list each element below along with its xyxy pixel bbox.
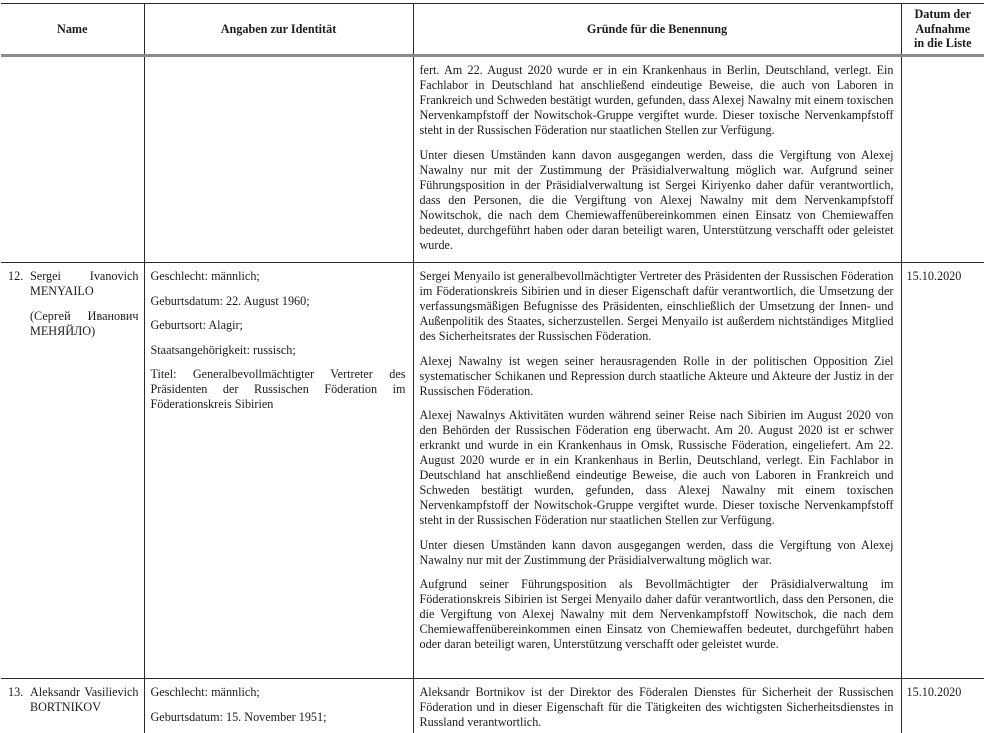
column-header-identity: Angaben zur Identität: [144, 4, 413, 56]
identity-line: Geburtsdatum: 22. August 1960;: [150, 293, 310, 308]
reason-paragraph: Unter diesen Umständen kann davon ausgegangen werden, dass die Vergiftung von Alexej Nawalny nur mit der Zustimmung der Präsidialverwaltung möglich war. Aufgrund seiner Führungsposition in der Präsidialverwaltung ist Sergei Kiriyenko daher dafür verantwortlich, dass den Personen, die die Vergiftung von Alexej Nawalny mit dem Nervenkampfstoff Nowitschok, die nach dem Chemiewaffenübereinkommen einen Einsatz von Chemiewaffen bedeutet, durchgeführt haben oder daran beteiligt waren, Unterstützung verschafft oder geleistet wurde.: [419, 147, 894, 252]
identity-cell-empty: [144, 56, 413, 263]
identity-line: Staatsangehörigkeit: russisch;: [150, 342, 296, 357]
identity-line: Geburtsdatum: 15. November 1951;: [150, 709, 327, 724]
name-latin: Sergei Ivanovich MENYAILO: [30, 269, 139, 298]
person-name-cyrillic: [8, 309, 139, 339]
entry-number: 12.: [8, 269, 24, 283]
identity-cell: [144, 679, 413, 733]
reasons-cell: [413, 56, 901, 263]
table-header-row: [1, 4, 984, 56]
reasons-cell: [413, 679, 901, 733]
column-header-date: Datum der Aufnahme in die Liste: [901, 4, 984, 56]
reason-paragraph: Alexej Nawalny ist wegen seiner herausragenden Rolle in der politischen Opposition Ziel systematischer Schikanen und Repression durch staatliche Akteure und Akteure der Justiz in der Russischen Föderation.: [419, 353, 894, 398]
table-row-entry-13: [1, 679, 984, 733]
identity-line: Geburtsort: Alagir;: [150, 318, 243, 332]
table-row-continuation: [1, 56, 984, 263]
reason-paragraph: Sergei Menyailo ist generalbevollmächtigter Vertreter des Präsidenten der Russischen Föderation im Föderationskreis Sibirien und in dieser Eigenschaft dafür verantwortlich, die Umsetzung der verfassungsmäßigen Befugnisse des Präsidenten, einschließlich der Umsetzung der Innen- und Außenpolitik des Staates, sicherzustellen. Sergei Menyailo ist außerdem nichtständiges Mitglied des Sicherheitsrates der Russischen Föderation.: [419, 269, 894, 343]
reason-paragraph: Unter diesen Umständen kann davon ausgegangen werden, dass die Vergiftung von Alexej Nawalny nur mit der Zustimmung der Präsidialverwaltung möglich war.: [419, 537, 894, 567]
identity-cell: [144, 263, 413, 679]
reasons-cell: [413, 263, 901, 679]
date-cell-empty: [901, 56, 984, 263]
identity-line: Geschlecht: männlich;: [150, 269, 260, 283]
person-name: [8, 269, 139, 299]
name-cyrillic: (Сергей Иванович МЕНЯЙЛО): [30, 309, 139, 338]
column-header-reasons: Gründe für die Benennung: [413, 4, 901, 56]
sanctions-table: [1, 3, 984, 733]
identity-line: Geschlecht: männlich;: [150, 685, 260, 699]
listing-date: 15.10.2020: [901, 263, 984, 679]
entry-number: 13.: [8, 685, 24, 699]
reason-paragraph: Alexej Nawalnys Aktivitäten wurden während seiner Reise nach Sibirien im August 2020 von den Behörden der Russischen Föderation eng überwacht. Am 20. August 2020 ist er schwer erkrankt und wurde in ein Krankenhaus in Omsk, Russische Föderation, eingeliefert. Am 22. August 2020 wurde er in ein Krankenhaus in Berlin, Deutschland, verlegt. Ein Fachlabor in Deutschland hat anschließend eindeutige Beweise, die auch von Laboren in Frankreich und Schweden bestätigt wurden, gefunden, dass Alexej Nawalny mit einem toxischen Nervenkampfstoff der Nowitschok-Gruppe vergiftet wurde. Dieser toxische Nervenkampfstoff steht in der Russischen Föderation nur staatlichen Stellen zur Verfügung.: [419, 408, 894, 527]
name-cell: [1, 679, 144, 733]
name-cell-empty: [1, 56, 144, 263]
reason-paragraph: Aufgrund seiner Führungsposition als Bevollmächtigter der Präsidialverwaltung im Föderationskreis Sibirien ist Sergei Menyailo daher dafür verantwortlich, dass den Personen, die die Vergiftung von Alexej Nawalny mit dem Nervenkampfstoff Nowitschok, die nach dem Chemiewaffenübereinkommen einen Einsatz von Chemiewaffen bedeutet, durchgeführt haben oder daran beteiligt waren, Unterstützung verschafft oder geleistet wurde.: [419, 577, 894, 651]
table-row-entry-12: [1, 263, 984, 679]
name-latin: Aleksandr Vasilievich BORTNIKOV: [30, 685, 139, 714]
column-header-name: Name: [1, 4, 144, 56]
listing-date: 15.10.2020: [901, 679, 984, 733]
document-page: [1, 3, 985, 733]
reason-paragraph: Aleksandr Bortnikov ist der Direktor des Föderalen Dienstes für Sicherheit der Russischen Föderation und in dieser Eigenschaft für die Tätigkeiten des wichtigsten Sicherheitsdienstes in Russland verantwortlich.: [419, 685, 894, 729]
reason-paragraph: fert. Am 22. August 2020 wurde er in ein Krankenhaus in Berlin, Deutschland, verlegt. Ein Fachlabor in Deutschland hat anschließend eindeutige Beweise, die auch von Laboren in Frankreich und Schweden bestätigt wurden, gefunden, dass Alexej Nawalny mit einem toxischen Nervenkampfstoff der Nowitschok-Gruppe vergiftet wurde. Dieser toxische Nervenkampfstoff steht in der Russischen Föderation nur staatlichen Stellen zur Verfügung.: [419, 63, 894, 137]
identity-line: Titel: Generalbevollmächtigter Vertreter des Präsidenten der Russischen Föderation im Föderationskreis Sibirien: [150, 367, 406, 411]
person-name: [8, 685, 139, 715]
name-cell: [1, 263, 144, 679]
